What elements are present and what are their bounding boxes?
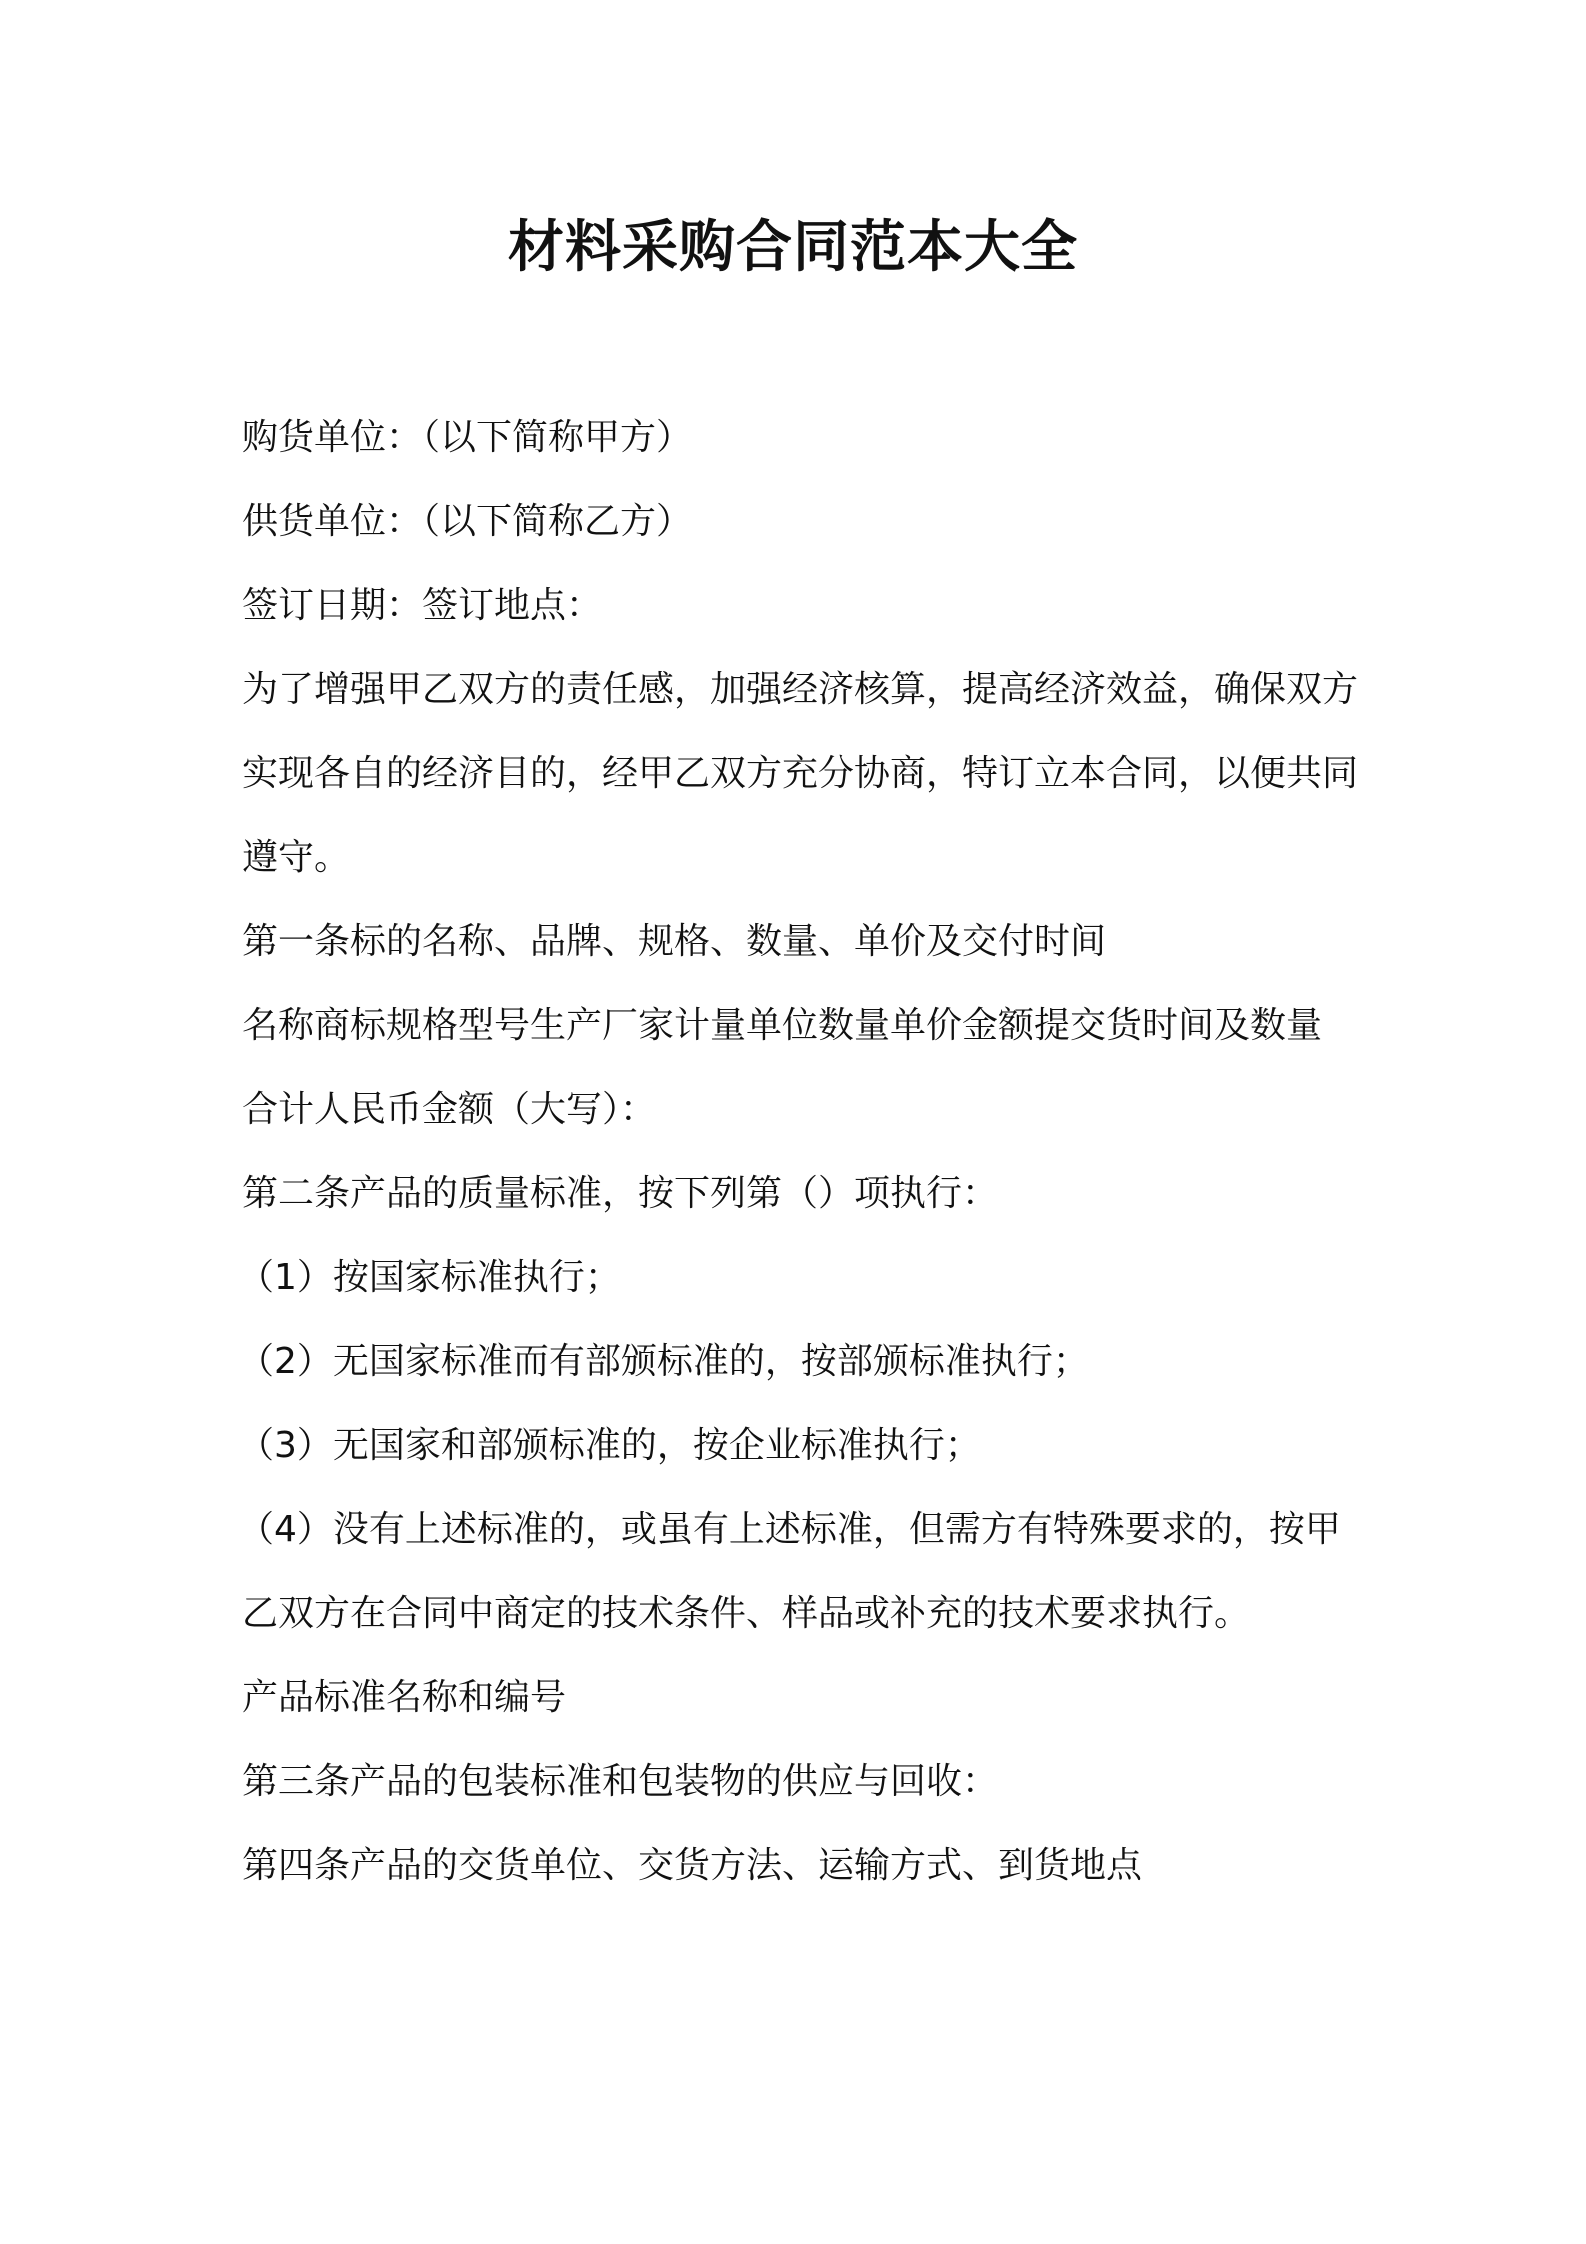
article-3-heading: 第三条产品的包装标准和包装物的供应与回收： [242, 1761, 999, 1802]
article-2-item-4: （4）没有上述标准的，或虽有上述标准，但需方有特殊要求的，按甲乙双方在合同中商定的技术条件、样品或补充的技术要求执行。 [238, 1509, 1341, 1634]
article-2-item-2: （2）无国家标准而有部颁标准的，按部颁标准执行； [238, 1341, 1089, 1382]
article-4-heading: 第四条产品的交货单位、交货方法、运输方式、到货地点 [242, 1845, 1143, 1886]
signing-date-place-line: 签订日期：签订地点： [242, 585, 603, 626]
article-2-item-3: （3）无国家和部颁标准的，按企业标准执行； [238, 1425, 981, 1466]
document-title: 材料采购合同范本大全 [508, 215, 1078, 280]
article-2-item-1: （1）按国家标准执行； [238, 1257, 621, 1298]
article-1-columns: 名称商标规格型号生产厂家计量单位数量单价金额提交货时间及数量 [242, 1005, 1323, 1046]
article-1-heading: 第一条标的名称、品牌、规格、数量、单价及交付时间 [242, 921, 1107, 962]
buyer-line: 购货单位：（以下简称甲方） [242, 417, 693, 458]
preamble-paragraph: 为了增强甲乙双方的责任感，加强经济核算，提高经济效益，确保双方实现各自的经济目的，经甲乙双方充分协商，特订立本合同，以便共同遵守。 [242, 669, 1359, 878]
total-amount-line: 合计人民币金额（大写）： [242, 1089, 657, 1130]
supplier-line: 供货单位：（以下简称乙方） [242, 501, 693, 542]
article-2-heading: 第二条产品的质量标准，按下列第（）项执行： [242, 1173, 999, 1214]
standard-name-line: 产品标准名称和编号 [242, 1677, 567, 1718]
document-body [238, 396, 1362, 1908]
